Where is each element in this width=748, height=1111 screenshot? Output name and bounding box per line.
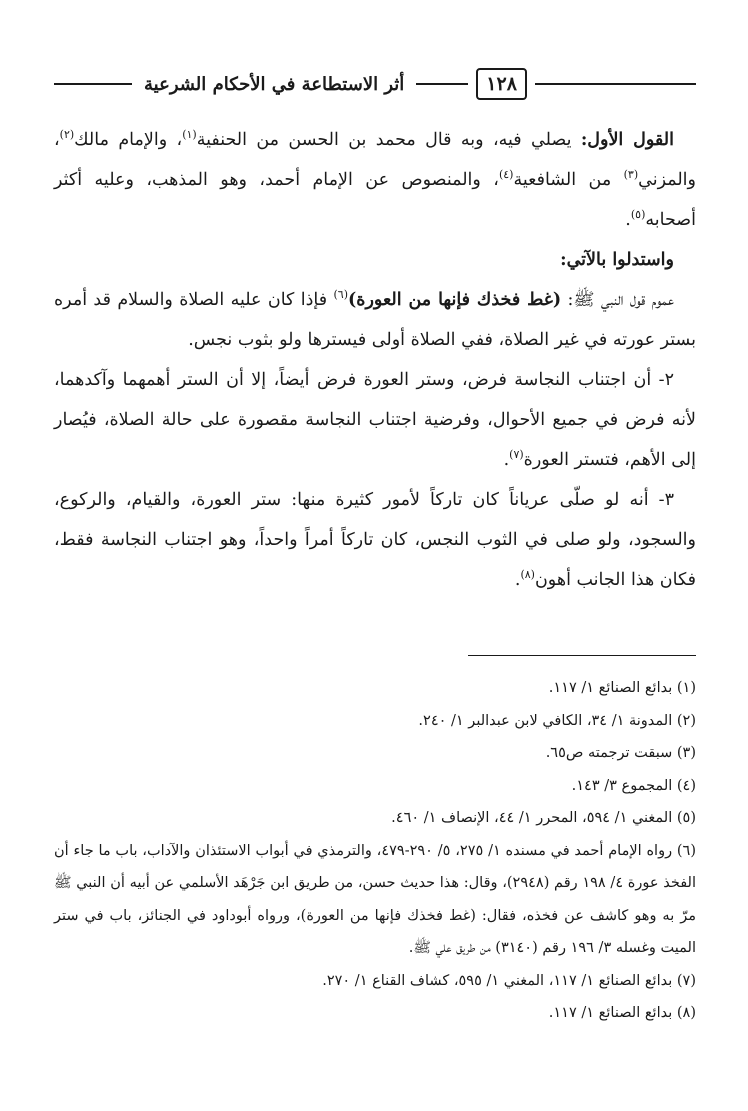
- footnote-item: (٦) رواه الإمام أحمد في مسنده ١/ ٢٧٥، ٥/ ٢٩٠-٤٧٩، والترمذي في أبواب الاستئذان والآداب، باب ما جاء أن الفخذ عورة ٤/ ١٩٨ رقم (٢٩٤٨)، وقال: هذا حديث حسن، من طريق ابن جَرْهَد الأسلمي عن أبيه أن النبي ﷺ مرّ به وهو كاشف عن فخذه، فقال: (غط فخذك فإنها من العورة)، ورواه أبوداود في الجنائز، باب في ستر الميت وغسله ٣/ ١٩٦ رقم (٣١٤٠) من طريق علي ﷺ.: [54, 842, 697, 956]
- opinion-label: القول الأول:: [580, 130, 674, 150]
- paragraph-evidence-3: ٣- أنه لو صلّى عرياناً كان تاركاً لأمور كثيرة منها: ستر العورة، والقيام، والركوع، والسجود، ولو صلى في الثوب النجس، كان تاركاً أمراً واحداً، وهو اجتناب النجاسة فقط، فكان هذا الجانب أهون$^{(٨)}$.: [54, 490, 696, 590]
- footnote-ref: (١): [182, 128, 197, 142]
- footnote-ref: (٢): [59, 128, 75, 142]
- footnote-separator: [468, 655, 696, 656]
- header-rule-left: [54, 83, 132, 85]
- footnote-ref: (٤): [498, 168, 514, 182]
- footnote-ref: (٧): [509, 448, 524, 462]
- footnote-item: (٧) بدائع الصنائع ١/ ١١٧، المغني ١/ ٥٩٥، كشاف القناع ١/ ٢٧٠.: [322, 972, 696, 989]
- header-rule-right: [535, 83, 696, 85]
- footnote-item: (٤) المجموع ٣/ ١٤٣.: [571, 777, 696, 794]
- footnote-item: (١) بدائع الصنائع ١/ ١١٧.: [548, 680, 696, 696]
- header-title: أثر الاستطاعة في الأحكام الشرعية: [144, 73, 405, 95]
- footnote-item: (٢) المدونة ١/ ٣٤، الكافي لابن عبدالبر ١/ ٢٤٠.: [418, 712, 696, 729]
- paragraph-evidence-2: ٢- أن اجتناب النجاسة فرض، وستر العورة فرض أيضاً، إلا أن الستر أهمهما وآكدهما، لأنه فرض في جميع الأحوال، وفرضية اجتناب النجاسة مقصورة على حالة الصلاة، فيُصار إلى الأهم، فتستر العورة$^{(٧)}$.: [54, 370, 696, 470]
- evidence-heading: واستدلوا بالآتي:: [560, 250, 674, 270]
- footnote-ref: (٣): [623, 168, 639, 182]
- footnote-item: (٣) سبقت ترجمته ص٦٥.: [545, 745, 696, 761]
- header-rule-middle: [416, 83, 468, 85]
- footnote-item: (٥) المغني ١/ ٥٩٤، المحرر ١/ ٤٤، الإنصاف ١/ ٤٦٠.: [391, 810, 696, 826]
- paragraph-first-opinion: القول الأول: يصلي فيه، وبه قال محمد بن الحسن من الحنفية$^{(١)}$، والإمام مالك$^{(٢)}$، والمزني$^{(٣)}$ من الشافعية$^{(٤)}$، والمنصوص عن الإمام أحمد، وهو المذهب، وعليه أكثر أصحابه$^{(٥)}$.: [54, 128, 696, 230]
- hadith-quote: (غط فخذك فإنها من العورة): [348, 290, 562, 310]
- footnotes: [54, 672, 696, 1030]
- running-header: [54, 66, 696, 102]
- footnote-ref: (٦): [333, 288, 348, 302]
- main-text: [54, 120, 696, 600]
- footnote-ref: (٨): [520, 568, 535, 582]
- page-number: ١٢٨: [476, 68, 527, 100]
- paragraph-evidence-1: عموم قول النبي ﷺ: (غط فخذك فإنها من العورة)$^{(٦)}$ فإذا كان عليه الصلاة والسلام قد أمره بستر عورته في غير الصلاة، ففي الصلاة أولى فيسترها ولو بثوب نجس.: [54, 288, 696, 350]
- footnote-ref: (٥): [630, 208, 646, 222]
- footnote-item: (٨) بدائع الصنائع ١/ ١١٧.: [548, 1005, 696, 1021]
